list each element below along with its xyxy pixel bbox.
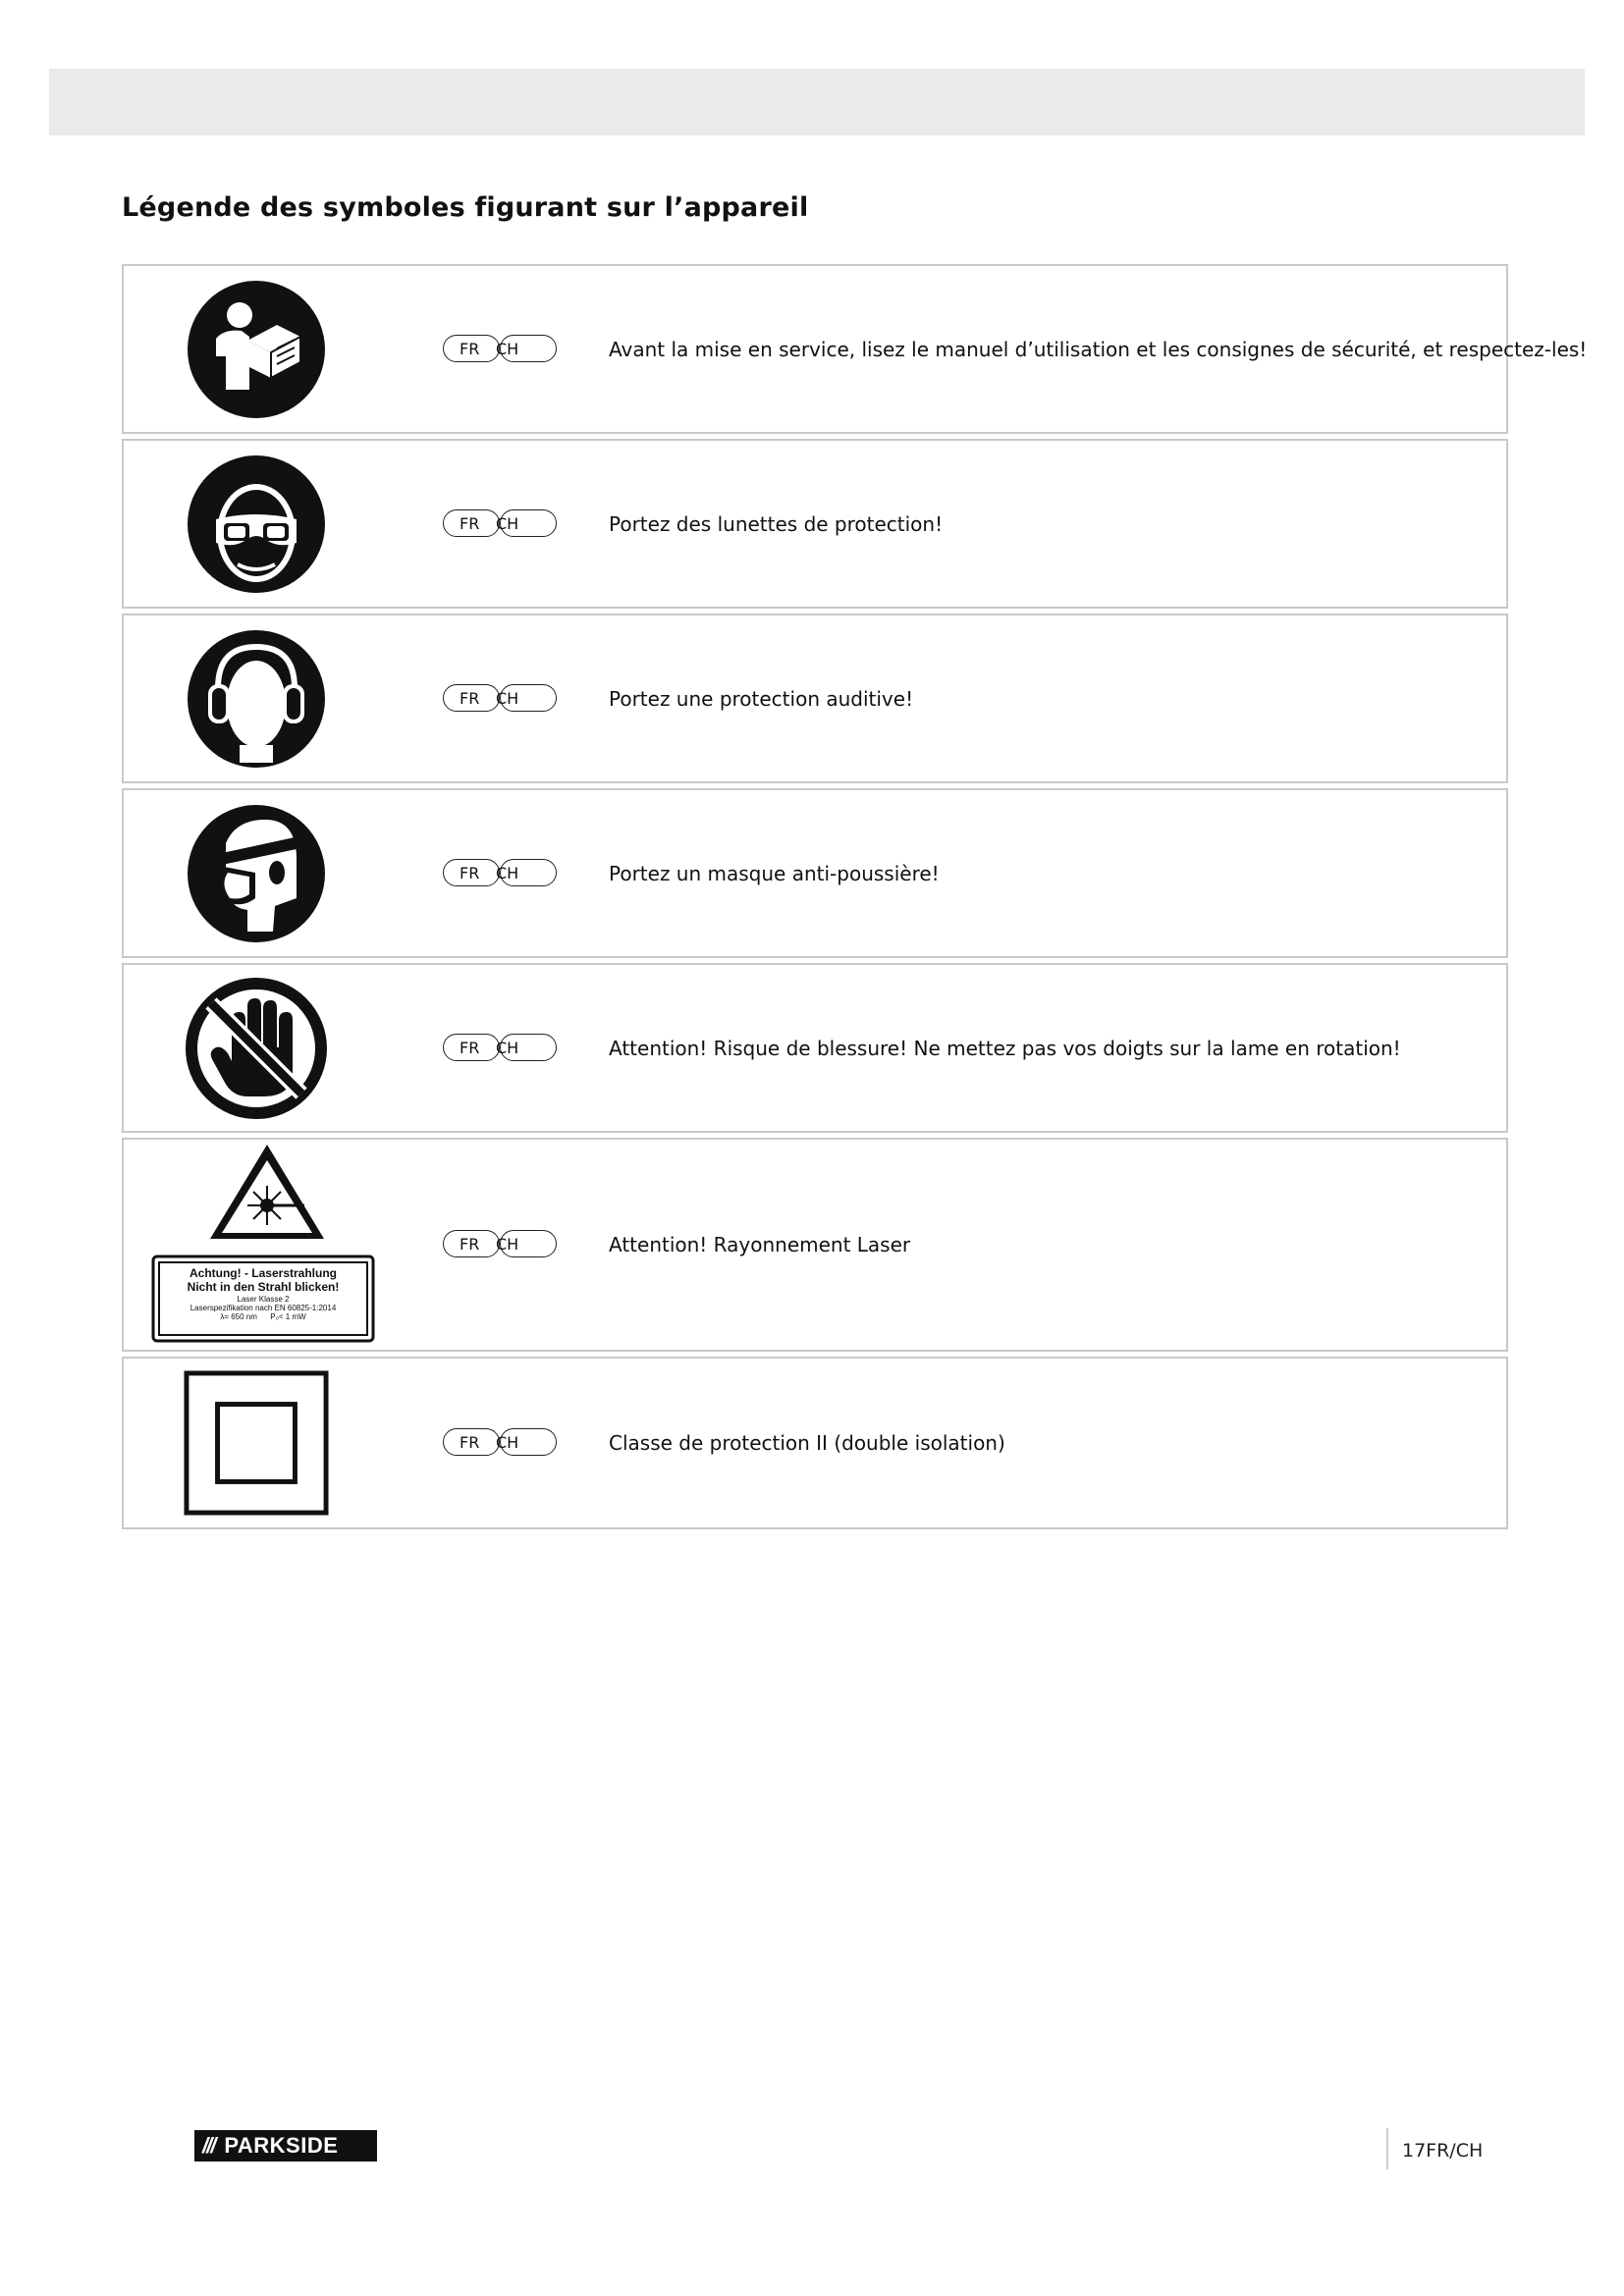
logo-brand: PARKSIDE <box>224 2133 339 2158</box>
lang-badge <box>443 1428 561 1458</box>
symbol-description: Portez une protection auditive! <box>609 686 914 711</box>
laser-label <box>159 1262 367 1335</box>
lang-badge-right-text: CH <box>496 1235 519 1254</box>
laser-label-wavelength: λ= 650 nm <box>220 1311 257 1321</box>
safety-goggles-icon <box>183 451 330 598</box>
symbol-row <box>122 614 1508 783</box>
symbol-description: Portez des lunettes de protection! <box>609 511 944 536</box>
laser-label-line2: Nicht in den Strahl blicken! <box>187 1279 340 1294</box>
top-bar <box>49 69 1585 135</box>
symbol-description: Attention! Rayonnement Laser <box>609 1233 911 1256</box>
dust-mask-icon <box>183 800 330 947</box>
symbol-row <box>122 1357 1508 1529</box>
lang-badge-right-text: CH <box>496 863 519 882</box>
lang-badge-right-text: CH <box>496 1433 519 1452</box>
lang-badge <box>443 859 561 888</box>
laser-warning-icon <box>149 1141 385 1349</box>
read-manual-icon <box>183 276 330 423</box>
lang-badge-left-text: FR <box>460 863 480 882</box>
lang-badge-left-text: FR <box>460 1038 480 1057</box>
lang-badge <box>443 1230 561 1259</box>
lang-badge <box>443 509 561 539</box>
ear-protection-icon <box>183 625 330 773</box>
laser-label-line1: Achtung! - Laserstrahlung <box>189 1266 337 1280</box>
double-insulation-icon <box>183 1369 330 1517</box>
symbol-description: Attention! Risque de blessure! Ne mettez pas vos doigts sur la lame en rotation! <box>609 1036 1401 1060</box>
lang-badge-left-text: FR <box>460 1235 480 1254</box>
laser-label-line3: Laser Klasse 2 <box>237 1294 290 1304</box>
symbol-row <box>122 439 1508 609</box>
symbol-row <box>122 1138 1508 1352</box>
symbol-row <box>122 264 1588 434</box>
lang-badge-left-text: FR <box>460 513 480 533</box>
page-title: Légende des symboles figurant sur l’appareil <box>122 192 809 223</box>
logo-slashes: /// <box>202 2133 215 2158</box>
no-hand-icon <box>183 975 330 1122</box>
symbol-row <box>122 788 1508 958</box>
symbol-description: Classe de protection II (double isolation) <box>609 1431 1005 1455</box>
lang-badge-left-text: FR <box>460 339 480 358</box>
lang-badge-left-text: FR <box>460 688 480 708</box>
lang-badge-left-text: FR <box>460 1433 480 1452</box>
lang-badge-right-text: CH <box>496 513 519 533</box>
lang-badge-right-text: CH <box>496 339 519 358</box>
laser-label-power: P₀< 1 mW <box>270 1311 306 1321</box>
page-number: 17FR/CH <box>1402 2140 1484 2162</box>
lang-badge <box>443 1034 561 1063</box>
symbol-description: Portez un masque anti-poussière! <box>609 861 940 885</box>
footer-divider <box>1386 2128 1388 2169</box>
lang-badge-right-text: CH <box>496 1038 519 1057</box>
symbol-description: Avant la mise en service, lisez le manuel d’utilisation et les consignes de sécurité, et respectez-les! <box>609 337 1588 361</box>
lang-badge <box>443 684 561 714</box>
parkside-logo <box>194 2130 377 2162</box>
lang-badge <box>443 335 561 364</box>
lang-badge-right-text: CH <box>496 688 519 708</box>
symbol-row <box>122 963 1508 1133</box>
laser-label-line4: Laserspezifikation nach EN 60825-1:2014 <box>189 1303 337 1312</box>
